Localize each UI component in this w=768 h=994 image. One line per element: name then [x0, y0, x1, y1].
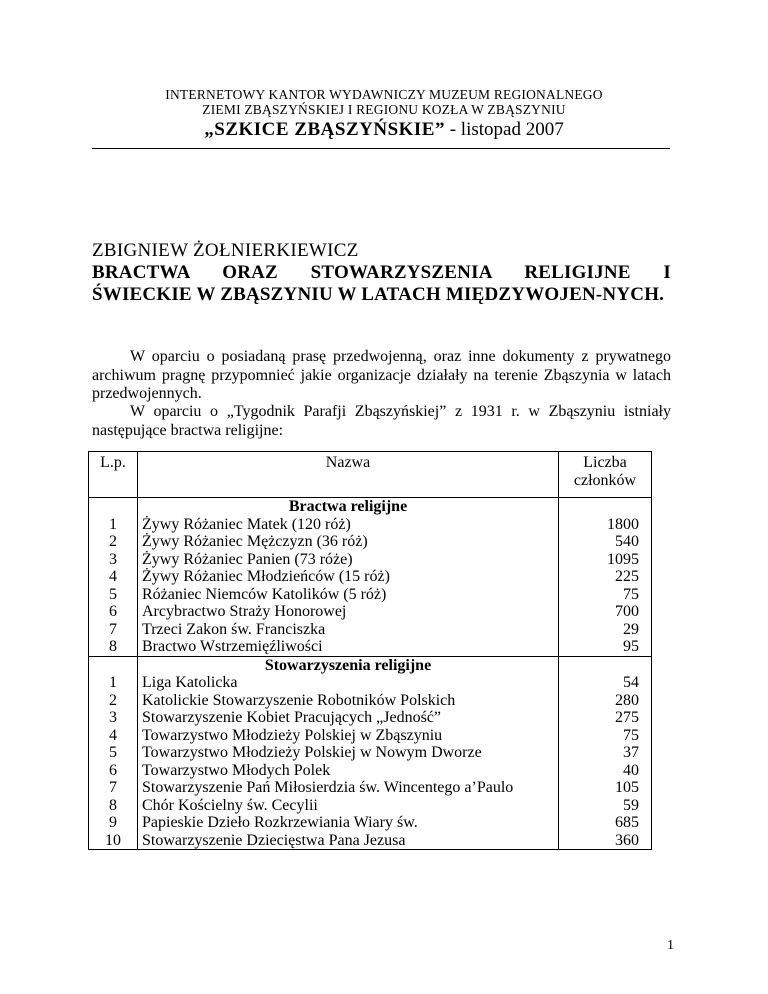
section-row — [89, 656, 652, 674]
row-lp: 2 — [89, 692, 138, 710]
row-name: Stowarzyszenie Kobiet Pracujących „Jedność” — [138, 709, 559, 727]
row-lp: 4 — [89, 568, 138, 586]
publisher-line-2: ZIEMI ZBĄSZYŃSKIEJ I REGIONU KOZŁA W ZBĄSZYNIU — [202, 102, 566, 117]
series-header — [0, 120, 768, 139]
row-count: 75 — [559, 727, 652, 745]
row-lp: 6 — [89, 603, 138, 621]
row-name: Stowarzyszenie Dziecięstwa Pana Jezusa — [138, 832, 559, 850]
header-rule — [92, 148, 670, 149]
table-row — [89, 603, 652, 621]
issue-date: - listopad 2007 — [444, 119, 564, 140]
row-name: Liga Katolicka — [138, 674, 559, 692]
row-lp: 2 — [89, 533, 138, 551]
row-count: 685 — [559, 814, 652, 832]
row-name: Towarzystwo Młodzieży Polskiej w Nowym Dworze — [138, 744, 559, 762]
row-count: 59 — [559, 797, 652, 815]
row-count: 540 — [559, 533, 652, 551]
row-name: Chór Kościelny św. Cecylii — [138, 797, 559, 815]
row-count: 360 — [559, 832, 652, 850]
table-row — [89, 709, 652, 727]
row-count: 105 — [559, 779, 652, 797]
row-lp: 10 — [89, 832, 138, 850]
publisher-line-1: INTERNETOWY KANTOR WYDAWNICZY MUZEUM REGIONALNEGO — [165, 87, 603, 102]
section-count-cell — [559, 656, 652, 674]
row-lp: 3 — [89, 709, 138, 727]
row-name: Towarzystwo Młodzieży Polskiej w Zbąszyniu — [138, 727, 559, 745]
section-count-cell — [559, 498, 652, 516]
col-header-count: Liczba członków — [559, 452, 652, 498]
table-row — [89, 727, 652, 745]
table-row — [89, 533, 652, 551]
paragraph-2: W oparciu o „Tygodnik Parafji Zbąszyńskiej” z 1931 r. w Zbąszyniu istniały następujące bractwa religijne: — [92, 403, 671, 439]
row-lp: 1 — [89, 516, 138, 534]
table-row — [89, 797, 652, 815]
table-row — [89, 762, 652, 780]
table-row — [89, 779, 652, 797]
article-title-rest: ŚWIECKIE W ZBĄSZYNIU W LATACH MIĘDZYWOJEN-NYCH. — [92, 284, 665, 305]
table-row — [89, 551, 652, 569]
row-lp: 4 — [89, 727, 138, 745]
row-lp: 6 — [89, 762, 138, 780]
row-lp: 8 — [89, 797, 138, 815]
table-row — [89, 621, 652, 639]
row-name: Papieskie Dzieło Rozkrzewiania Wiary św. — [138, 814, 559, 832]
row-count: 225 — [559, 568, 652, 586]
series-title: „SZKICE ZBĄSZYŃSKIE” — [204, 119, 445, 140]
row-name: Żywy Różaniec Młodzieńców (15 róż) — [138, 568, 559, 586]
table-row — [89, 832, 652, 850]
row-name: Katolickie Stowarzyszenie Robotników Polskich — [138, 692, 559, 710]
row-name: Żywy Różaniec Mężczyzn (36 róż) — [138, 533, 559, 551]
table-row — [89, 568, 652, 586]
row-count: 275 — [559, 709, 652, 727]
article-author: ZBIGNIEW ŻOŁNIERKIEWICZ — [92, 240, 359, 261]
row-count: 700 — [559, 603, 652, 621]
col-header-lp: L.p. — [89, 452, 138, 498]
paragraph-1: W oparciu o posiadaną prasę przedwojenną, oraz inne dokumenty z prywatnego archiwum pragnę przypomnieć jakie organizacje działały na terenie Zbąszynia w latach przedwojennych. — [92, 348, 671, 402]
section-row — [89, 498, 652, 516]
row-lp: 5 — [89, 744, 138, 762]
row-count: 280 — [559, 692, 652, 710]
page-number: 1 — [667, 938, 674, 953]
row-count: 37 — [559, 744, 652, 762]
article-title — [92, 262, 671, 306]
row-lp: 7 — [89, 621, 138, 639]
table-row — [89, 586, 652, 604]
row-count: 54 — [559, 674, 652, 692]
section-lp-cell — [89, 656, 138, 674]
row-count: 1800 — [559, 516, 652, 534]
row-name: Arcybractwo Straży Honorowej — [138, 603, 559, 621]
table-row — [89, 516, 652, 534]
section-title: Bractwa religijne — [138, 498, 559, 516]
row-name: Trzeci Zakon św. Franciszka — [138, 621, 559, 639]
row-count: 40 — [559, 762, 652, 780]
row-lp: 3 — [89, 551, 138, 569]
row-name: Bractwo Wstrzemięźliwości — [138, 638, 559, 656]
row-lp: 9 — [89, 814, 138, 832]
row-lp: 8 — [89, 638, 138, 656]
table-row — [89, 674, 652, 692]
table-row — [89, 744, 652, 762]
table-row — [89, 692, 652, 710]
section-title: Stowarzyszenia religijne — [138, 656, 559, 674]
row-count: 95 — [559, 638, 652, 656]
row-name: Żywy Różaniec Panien (73 róże) — [138, 551, 559, 569]
row-name: Towarzystwo Młodych Polek — [138, 762, 559, 780]
row-name: Stowarzyszenie Pań Miłosierdzia św. Wincentego a’Paulo — [138, 779, 559, 797]
row-lp: 1 — [89, 674, 138, 692]
table-row — [89, 814, 652, 832]
row-count: 29 — [559, 621, 652, 639]
row-lp: 7 — [89, 779, 138, 797]
row-name: Różaniec Niemców Katolików (5 róż) — [138, 586, 559, 604]
row-count: 75 — [559, 586, 652, 604]
col-header-name: Nazwa — [138, 452, 559, 498]
organizations-table — [88, 451, 652, 850]
row-count: 1095 — [559, 551, 652, 569]
section-lp-cell — [89, 498, 138, 516]
article-title-line-1: BRACTWA ORAZ STOWARZYSZENIA RELIGIJNE I — [92, 262, 671, 283]
table-header-row — [89, 452, 652, 498]
table-row — [89, 638, 652, 656]
row-name: Żywy Różaniec Matek (120 róż) — [138, 516, 559, 534]
row-lp: 5 — [89, 586, 138, 604]
